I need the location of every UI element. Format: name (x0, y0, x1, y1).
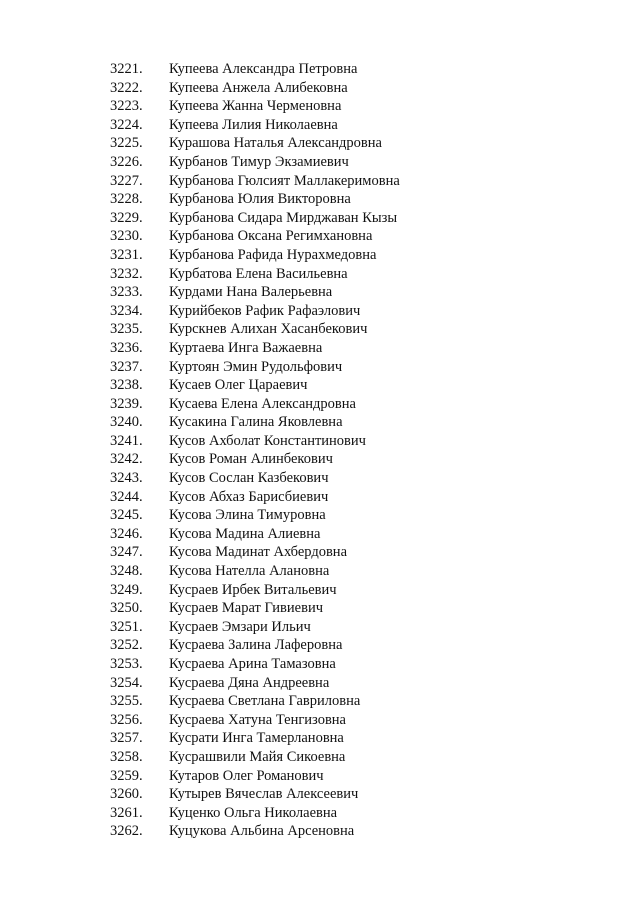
entry-number: 3252. (110, 637, 143, 654)
entry-name: Кусова Элина Тимуровна (169, 507, 326, 524)
entry-name: Курбанов Тимур Экзамиевич (169, 153, 349, 170)
entry-name: Кусраева Светлана Гавриловна (169, 693, 361, 710)
entry-number: 3249. (110, 581, 143, 598)
entry-number: 3226. (110, 153, 143, 170)
entry-number: 3228. (110, 191, 143, 208)
list-item (0, 134, 640, 153)
entry-number: 3231. (110, 246, 143, 263)
entry-number: 3250. (110, 600, 143, 617)
entry-number: 3259. (110, 767, 143, 784)
entry-name: Купеева Лилия Николаевна (169, 116, 338, 133)
list-item (0, 209, 640, 228)
entry-name: Кутаров Олег Романович (169, 767, 324, 784)
list-item (0, 599, 640, 618)
entry-number: 3221. (110, 61, 143, 77)
entry-name: Кусрати Инга Тамерлановна (169, 730, 344, 747)
entry-name: Кусаева Елена Александровна (169, 395, 356, 412)
entry-number: 3246. (110, 525, 143, 542)
entry-name: Куцукова Альбина Арсеновна (169, 823, 355, 840)
list-item (0, 562, 640, 581)
entry-number: 3254. (110, 674, 143, 691)
entry-number: 3244. (110, 488, 143, 505)
list-item (0, 432, 640, 451)
list-item (0, 692, 640, 711)
list-item (0, 265, 640, 284)
list-item (0, 450, 640, 469)
entry-number: 3238. (110, 377, 143, 394)
entry-name: Кусраев Марат Гивиевич (169, 600, 323, 617)
entry-number: 3227. (110, 172, 143, 189)
entry-name: Кусраева Арина Тамазовна (169, 656, 336, 672)
list-item (0, 488, 640, 507)
entry-number: 3255. (110, 693, 143, 710)
entry-number: 3258. (110, 748, 143, 765)
entry-name: Курашова Наталья Александровна (169, 135, 382, 152)
entry-name: Кусов Роман Алинбекович (169, 451, 333, 468)
list-item (0, 116, 640, 135)
list-item (0, 729, 640, 748)
entry-number: 3256. (110, 711, 143, 728)
entry-number: 3224. (110, 116, 143, 133)
list-item (0, 97, 640, 116)
entry-number: 3260. (110, 786, 143, 803)
entry-name: Курскнев Алихан Хасанбекович (169, 321, 368, 338)
entry-name: Курбанова Оксана Регимхановна (169, 228, 373, 245)
list-item (0, 618, 640, 637)
entry-number: 3262. (110, 823, 143, 840)
entry-number: 3253. (110, 656, 143, 672)
entry-number: 3230. (110, 228, 143, 245)
entry-name: Кусраева Дяна Андреевна (169, 674, 330, 691)
list-item (0, 302, 640, 321)
entry-number: 3233. (110, 284, 143, 301)
entry-name: Курбанова Рафида Нурахмедовна (169, 246, 377, 263)
entry-name: Кусов Ахболат Константинович (169, 432, 366, 449)
entry-name: Кусова Мадинат Ахбердовна (169, 544, 348, 561)
entry-name: Кусраева Залина Лаферовна (169, 637, 343, 654)
list-item (0, 655, 640, 674)
list-item (0, 581, 640, 600)
list-item (0, 227, 640, 246)
list-item (0, 636, 640, 655)
entry-number: 3243. (110, 470, 143, 487)
entry-name: Купеева Жанна Черменовна (169, 98, 342, 115)
entry-name: Купеева Александра Петровна (169, 61, 358, 77)
list-item (0, 785, 640, 804)
list-item (0, 525, 640, 544)
list-item (0, 246, 640, 265)
entry-name: Кусрашвили Майя Сикоевна (169, 748, 346, 765)
entry-number: 3236. (110, 339, 143, 356)
entry-name: Курбанова Сидара Мирджаван Кызы (169, 209, 398, 226)
entry-name: Кусаев Олег Цараевич (169, 377, 308, 394)
entry-name: Курбанова Гюлсият Маллакеримовна (169, 172, 400, 189)
entry-number: 3234. (110, 302, 143, 319)
entry-name: Купеева Анжела Алибековна (169, 79, 348, 96)
entry-number: 3232. (110, 265, 143, 282)
entry-name: Куртоян Эмин Рудольфович (169, 358, 343, 375)
list-item (0, 376, 640, 395)
entry-name: Курбатова Елена Васильевна (169, 265, 348, 282)
entry-number: 3242. (110, 451, 143, 468)
list-item (0, 711, 640, 730)
entry-name: Кусова Мадина Алиевна (169, 525, 321, 542)
list-item (0, 413, 640, 432)
list-item (0, 283, 640, 302)
list-item (0, 172, 640, 191)
entry-number: 3257. (110, 730, 143, 747)
entry-name: Кусов Сослан Казбекович (169, 470, 329, 487)
entry-number: 3222. (110, 79, 143, 96)
list-item (0, 804, 640, 823)
list-item (0, 822, 640, 841)
entry-number: 3237. (110, 358, 143, 375)
list-item (0, 674, 640, 693)
entry-name: Курийбеков Рафик Рафаэлович (169, 302, 361, 319)
entry-number: 3251. (110, 618, 143, 635)
entry-name: Куртаева Инга Важаевна (169, 339, 323, 356)
entry-number: 3229. (110, 209, 143, 226)
list-item (0, 358, 640, 377)
list-item (0, 767, 640, 786)
entry-name: Кусраев Ирбек Витальевич (169, 581, 337, 598)
entry-number: 3225. (110, 135, 143, 152)
entry-number: 3261. (110, 804, 143, 821)
entry-name: Кусакина Галина Яковлевна (169, 414, 343, 431)
entry-name: Курдами Нана Валерьевна (169, 284, 333, 301)
entry-number: 3248. (110, 563, 143, 580)
name-list (0, 60, 640, 841)
entry-name: Кусова Нателла Алановна (169, 563, 330, 580)
entry-name: Кусов Абхаз Барисбиевич (169, 488, 329, 505)
list-item (0, 190, 640, 209)
entry-number: 3239. (110, 395, 143, 412)
entry-number: 3241. (110, 432, 143, 449)
list-item (0, 506, 640, 525)
entry-name: Кусраева Хатуна Тенгизовна (169, 711, 346, 728)
list-item (0, 748, 640, 767)
entry-number: 3223. (110, 98, 143, 115)
list-item (0, 543, 640, 562)
entry-name: Кусраев Эмзари Ильич (169, 618, 311, 635)
entry-number: 3235. (110, 321, 143, 338)
list-item (0, 60, 640, 79)
list-item (0, 395, 640, 414)
list-item (0, 153, 640, 172)
list-item (0, 469, 640, 488)
entry-name: Куценко Ольга Николаевна (169, 804, 338, 821)
list-item (0, 79, 640, 98)
entry-number: 3247. (110, 544, 143, 561)
list-item (0, 339, 640, 358)
entry-number: 3240. (110, 414, 143, 431)
entry-number: 3245. (110, 507, 143, 524)
entry-name: Курбанова Юлия Викторовна (169, 191, 351, 208)
entry-name: Кутырев Вячеслав Алексеевич (169, 786, 359, 803)
list-item (0, 320, 640, 339)
